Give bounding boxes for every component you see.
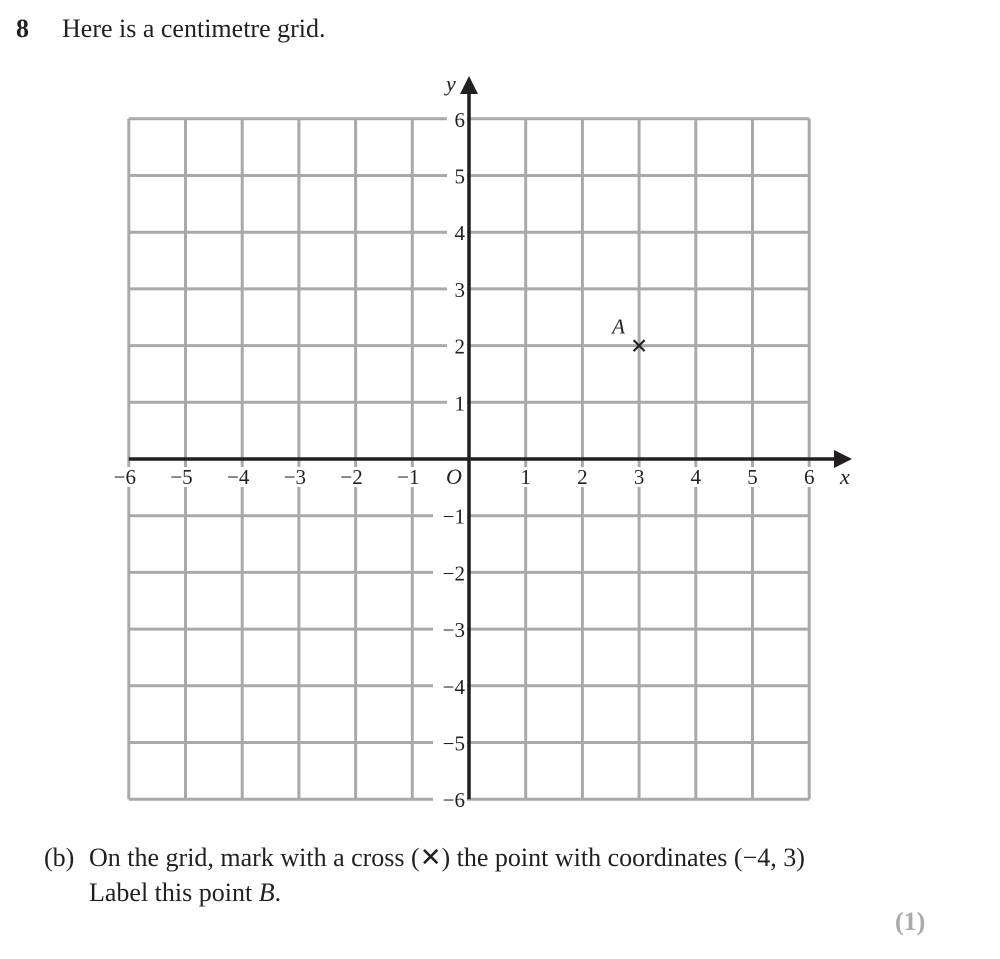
x-tick-label: 2	[577, 465, 588, 489]
y-axis-label: y	[446, 71, 456, 96]
y-tick-label: 2	[454, 334, 465, 359]
question-intro: Here is a centimetre grid.	[62, 14, 326, 43]
x-tick-label: −1	[397, 465, 420, 489]
y-tick-label: 3	[454, 277, 465, 302]
y-axis-arrow-icon	[460, 76, 478, 94]
x-tick-label: 6	[803, 465, 815, 489]
y-tick-label: 6	[454, 107, 465, 132]
x-tick-label: 1	[520, 465, 531, 489]
origin-label: O	[446, 464, 462, 489]
x-tick-label: 5	[747, 465, 758, 489]
part-b-line2: Label this point B.	[89, 878, 282, 907]
part-label: (b)	[44, 843, 75, 872]
y-tick-label: −3	[442, 618, 465, 643]
y-tick-label: 4	[454, 221, 465, 246]
y-tick-label: −6	[442, 788, 465, 813]
x-tick-label: −5	[170, 465, 193, 489]
x-tick-label: −4	[227, 465, 250, 489]
part-b-instruction	[44, 843, 805, 873]
x-tick-label: −2	[340, 465, 363, 489]
y-tick-label: −1	[442, 504, 465, 529]
x-tick-label: −3	[283, 465, 307, 489]
y-tick-label: 5	[454, 164, 465, 189]
y-tick-label: −2	[442, 561, 465, 586]
x-tick-label: −6	[113, 465, 136, 489]
question-number: 8	[16, 14, 29, 43]
x-tick-label: 3	[633, 465, 645, 489]
part-b-line1: On the grid, mark with a cross (✕) the point with coordinates (−4, 3)	[89, 843, 805, 872]
marks-indicator: (1)	[895, 907, 926, 936]
x-axis-label: x	[840, 464, 850, 489]
y-tick-label: −5	[442, 731, 465, 756]
y-tick-label: −4	[442, 674, 465, 699]
point-label: A	[612, 314, 625, 339]
x-tick-label: 4	[690, 465, 702, 489]
point-b-variable: B	[258, 878, 275, 907]
y-tick-label: 1	[454, 391, 465, 416]
